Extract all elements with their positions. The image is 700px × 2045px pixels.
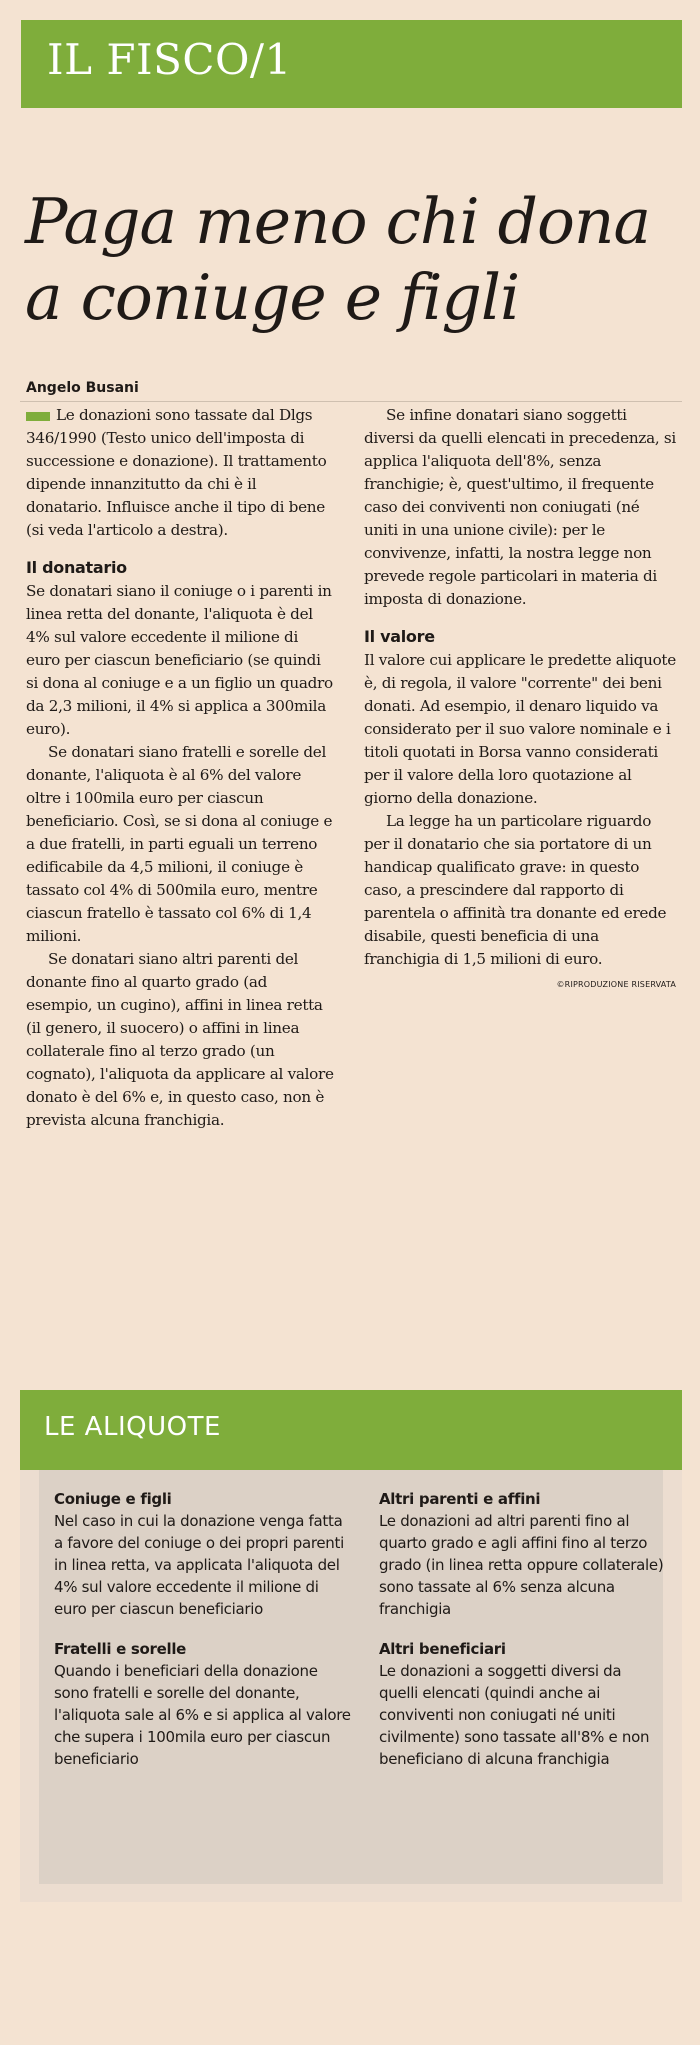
article-column-right <box>364 404 676 991</box>
article-column-left <box>26 404 336 1132</box>
article-paragraph: Se donatari siano fratelli e sorelle del donante, l'aliquota è al 6% del valore oltre i 100mila euro per ciascun beneficiario. Così, se si dona al coniuge e a due fratelli, in parti eguali un terreno edificabile da 4,5 milioni, il coniuge è tassato col 4% di 500mila euro, mentre ciascun fratello è tassato col 6% di 1,4 milioni. <box>26 743 333 945</box>
byline-divider <box>20 401 682 402</box>
box-item-heading: Altri parenti e affini <box>379 1490 541 1508</box>
section-title: IL FISCO/1 <box>47 35 292 84</box>
section-heading-donatario: Il donatario <box>26 558 127 577</box>
lead-marker-icon <box>26 412 50 421</box>
box-column-left <box>54 1488 352 1788</box>
section-header-bar <box>21 20 682 108</box>
box-item-heading: Coniuge e figli <box>54 1490 172 1508</box>
article-lead <box>26 404 336 542</box>
article-paragraph: Se infine donatari siano soggetti diversi da quelli elencati in precedenza, si applica l'aliquota dell'8%, senza franchigie; è, quest'ultimo, il frequente caso dei conviventi non coniugati (né uniti in una unione civile): per le convivenze, infatti, la nostra legge non prevede regole particolari in materia di imposta di donazione. <box>364 406 676 608</box>
article-paragraph: Se donatari siano il coniuge o i parenti in linea retta del donante, l'aliquota è del 4% sul valore eccedente il milione di euro per ciascun beneficiario (se quindi si dona al coniuge e a un figlio un quadro da 2,3 milioni, il 4% si applica a 300mila euro). <box>26 582 333 738</box>
box-title: LE ALIQUOTE <box>44 1412 221 1442</box>
article-lead-text: Le donazioni sono tassate dal Dlgs 346/1990 (Testo unico dell'imposta di successione e donazione). Il trattamento dipende innanzitutto da chi è il donatario. Influisce anche il tipo di bene (si veda l'articolo a destra). <box>26 406 327 539</box>
box-item-text: Nel caso in cui la donazione venga fatta a favore del coniuge o dei propri parenti in linea retta, va applicata l'aliquota del 4% sul valore eccedente il milione di euro per ciascun beneficiario <box>54 1512 344 1618</box>
article-paragraph: La legge ha un particolare riguardo per il donatario che sia portatore di un handicap qualificato grave: in questo caso, a prescindere dal rapporto di parentela o affinità tra donante ed erede disabile, questi beneficia di una franchigia di 1,5 milioni di euro. <box>364 812 667 968</box>
page-margin <box>682 0 700 2045</box>
box-item-text: Le donazioni a soggetti diversi da quelli elencati (quindi anche ai conviventi non coniugati né uniti civilmente) sono tassate all'8% e non beneficiano di alcuna franchigia <box>379 1662 650 1768</box>
section-heading-valore: Il valore <box>364 627 435 646</box>
article-paragraph: Se donatari siano altri parenti del donante fino al quarto grado (ad esempio, un cugino), affini in linea retta (il genero, il suocero) o affini in linea collaterale fino al terzo grado (un cognato), l'aliquota da applicare al valore donato è del 6% e, in questo caso, non è prevista alcuna franchigia. <box>26 950 334 1129</box>
box-column-right <box>379 1488 664 1788</box>
article-headline: Paga meno chi dona a coniuge e figli <box>25 185 651 334</box>
box-content <box>39 1470 663 1884</box>
copyright-notice: ©RIPRODUZIONE RISERVATA <box>556 980 676 989</box>
box-header-bar <box>20 1390 682 1470</box>
article-paragraph: Il valore cui applicare le predette aliquote è, di regola, il valore "corrente" dei beni donati. Ad esempio, il denaro liquido va considerato per il suo valore nominale e i titoli quotati in Borsa vanno considerati per il valore della loro quotazione al giorno della donazione. <box>364 651 676 807</box>
box-item-heading: Altri beneficiari <box>379 1640 506 1658</box>
box-item-text: Quando i beneficiari della donazione sono fratelli e sorelle del donante, l'aliquota sale al 6% e si applica al valore che supera i 100mila euro per ciascun beneficiario <box>54 1662 351 1768</box>
aliquote-box <box>20 1390 682 1902</box>
author-byline: Angelo Busani <box>26 380 139 396</box>
box-item-heading: Fratelli e sorelle <box>54 1640 187 1658</box>
box-item-text: Le donazioni ad altri parenti fino al quarto grado e agli affini fino al terzo grado (in linea retta oppure collaterale) sono tassate al 6% senza alcuna franchigia <box>379 1512 664 1618</box>
